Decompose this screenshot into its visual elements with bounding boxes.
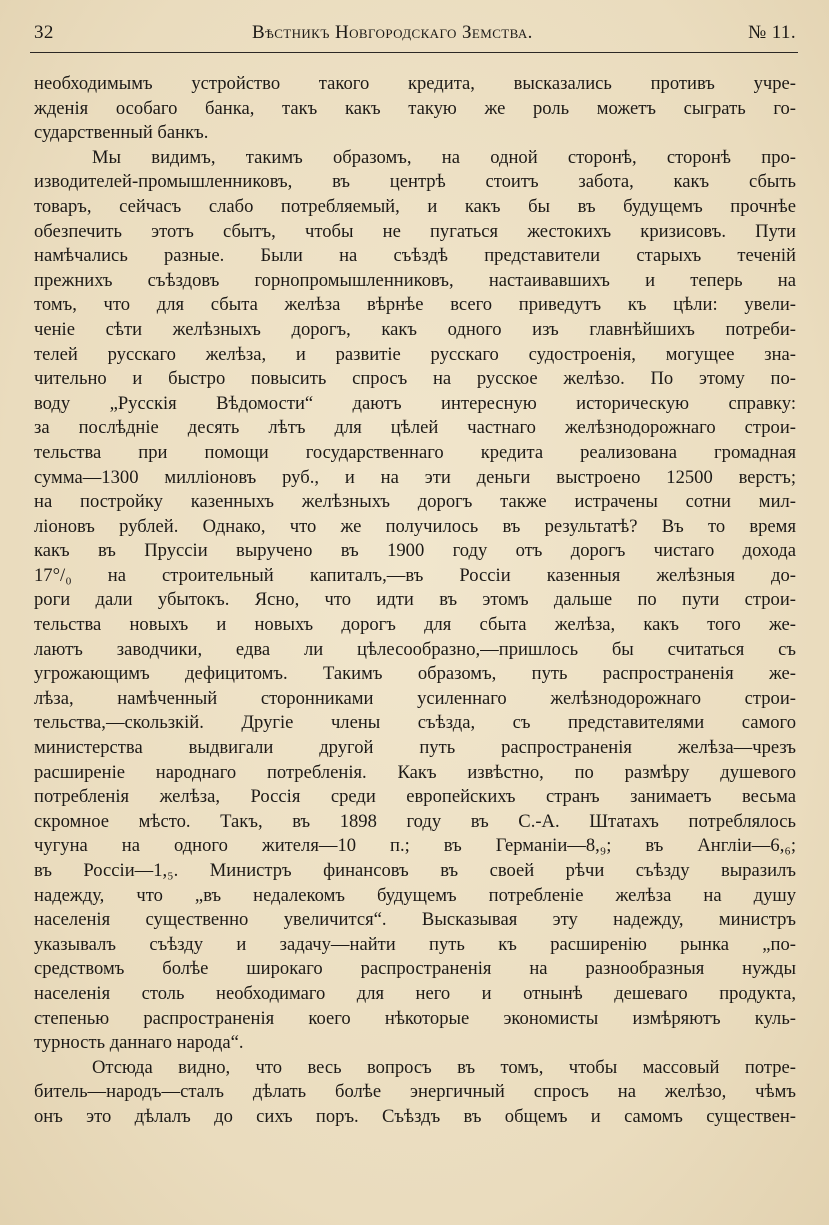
- text-line: населенія существенно увеличится“. Высказывая эту надежду, министръ: [34, 909, 796, 931]
- text-line: скромное мѣсто. Такъ, въ 1898 году въ С.-А. Штатахъ потреблялось: [34, 810, 796, 832]
- text-line: товаръ, сейчасъ слабо потребляемый, и какъ бы въ будущемъ прочнѣе: [34, 195, 796, 217]
- text-line: тельства новыхъ и новыхъ дорогъ для сбыта желѣза, какъ того же-: [34, 614, 796, 636]
- text-line: сумма—1300 милліоновъ руб., и на эти деньги выстроено 12500 верстъ;: [34, 466, 796, 488]
- text-line: Мы видимъ, такимъ образомъ, на одной сторонѣ, сторонѣ про-: [92, 146, 796, 168]
- text-line: лаютъ заводчики, едва ли цѣлесообразно,—пришлось бы считаться съ: [34, 638, 796, 660]
- text-line: обезпечить этотъ сбытъ, чтобы не пугаться жестокихъ кризисовъ. Пути: [34, 220, 796, 242]
- text-line: населенія столь необходимаго для него и отнынѣ дешеваго продукта,: [34, 982, 796, 1004]
- text-line: изводителей-промышленниковъ, въ центрѣ стоитъ забота, какъ сбыть: [34, 171, 796, 193]
- text-line: на постройку казенныхъ желѣзныхъ дорогъ также истрачены сотни мил-: [34, 491, 796, 513]
- text-line: лѣза, намѣченный сторонниками усиленнаго желѣзнодорожнаго строи-: [34, 687, 796, 709]
- text-line: телей русскаго желѣза, и развитіе русскаго судостроенія, могущее зна-: [34, 343, 796, 365]
- text-line: 17°/₀ на строительный капиталъ,—въ Россіи казенныя желѣзныя до-: [34, 564, 796, 586]
- text-line: въ Россіи—1,₅. Министръ финансовъ въ своей рѣчи съѣзду выразилъ: [34, 860, 796, 881]
- header-rule: [30, 52, 798, 53]
- text-line: Отсюда видно, что весь вопросъ въ томъ, чтобы массовый потре-: [92, 1056, 796, 1078]
- text-line: тельства при помощи государственнаго кредита реализована громадная: [34, 441, 796, 463]
- text-line: какъ въ Пруссіи выручено въ 1900 году отъ дорогъ чистаго дохода: [34, 540, 796, 562]
- text-line: жденія особаго банка, такъ какъ такую же роль можетъ сыграть го-: [34, 97, 796, 119]
- text-line: указывалъ съѣзду и задачу—найти путь къ расширенію рынка „по-: [34, 933, 796, 955]
- text-line: расширеніе народнаго потребленія. Какъ извѣстно, по размѣру душевого: [34, 761, 796, 783]
- text-line: ченіе сѣти желѣзныхъ дорогъ, какъ одного изъ главнѣйшихъ потреби-: [34, 318, 796, 340]
- issue-number: № 11.: [748, 22, 796, 43]
- text-line: роги дали убытокъ. Ясно, что идти въ этомъ дальше по пути строи-: [34, 589, 796, 611]
- text-line: средствомъ болѣе широкаго распространенія на разнообразныя нужды: [34, 958, 796, 980]
- journal-title: Вѣстникъ Новгородскаго Земства.: [252, 22, 533, 43]
- text-line: сударственный банкъ.: [34, 122, 209, 144]
- text-line: турность даннаго народа“.: [34, 1032, 244, 1054]
- text-line: намѣчались разные. Были на съѣздѣ представители старыхъ теченій: [34, 245, 796, 267]
- text-line: чительно и быстро повысить спросъ на русское желѣзо. По этому по-: [34, 368, 796, 390]
- body-text: [34, 72, 796, 1130]
- text-line: воду „Русскія Вѣдомости“ даютъ интересную историческую справку:: [34, 392, 796, 414]
- text-line: министерства выдвигали другой путь распространенія желѣза—чрезъ: [34, 737, 796, 759]
- text-line: угрожающимъ дефицитомъ. Такимъ образомъ, путь распространенія же-: [34, 663, 796, 685]
- text-line: за послѣдніе десять лѣтъ для цѣлей частнаго желѣзнодорожнаго строи-: [34, 417, 796, 439]
- text-line: ліоновъ рублей. Однако, что же получилось въ результатѣ? Въ то время: [34, 515, 796, 537]
- text-line: надежду, что „въ недалекомъ будущемъ потребленіе желѣза на душу: [34, 884, 796, 906]
- text-line: прежнихъ съѣздовъ горнопромышленниковъ, настаивавшихъ и теперь на: [34, 269, 796, 291]
- text-line: битель—народъ—сталъ дѣлать болѣе энергичный спросъ на желѣзо, чѣмъ: [34, 1081, 796, 1103]
- text-line: потребленія желѣза, Россія среди европейскихъ странъ занимаетъ весьма: [34, 786, 796, 808]
- text-line: томъ, что для сбыта желѣза вѣрнѣе всего приведутъ къ цѣли: увели-: [34, 294, 796, 316]
- running-head: [34, 22, 796, 48]
- text-line: степенью распространенія коего нѣкоторые экономисты измѣряютъ куль-: [34, 1007, 796, 1029]
- text-line: тельства,—скользкій. Другіе члены съѣзда, съ представителями самого: [34, 712, 796, 734]
- page-number: 32: [34, 22, 54, 43]
- text-line: необходимымъ устройство такого кредита, высказались противъ учре-: [34, 73, 796, 94]
- text-line: чугуна на одного жителя—10 п.; въ Германіи—8,₉; въ Англіи—6,₆;: [34, 835, 796, 857]
- text-line: онъ это дѣлалъ до сихъ поръ. Съѣздъ въ общемъ и самомъ существен-: [34, 1105, 796, 1127]
